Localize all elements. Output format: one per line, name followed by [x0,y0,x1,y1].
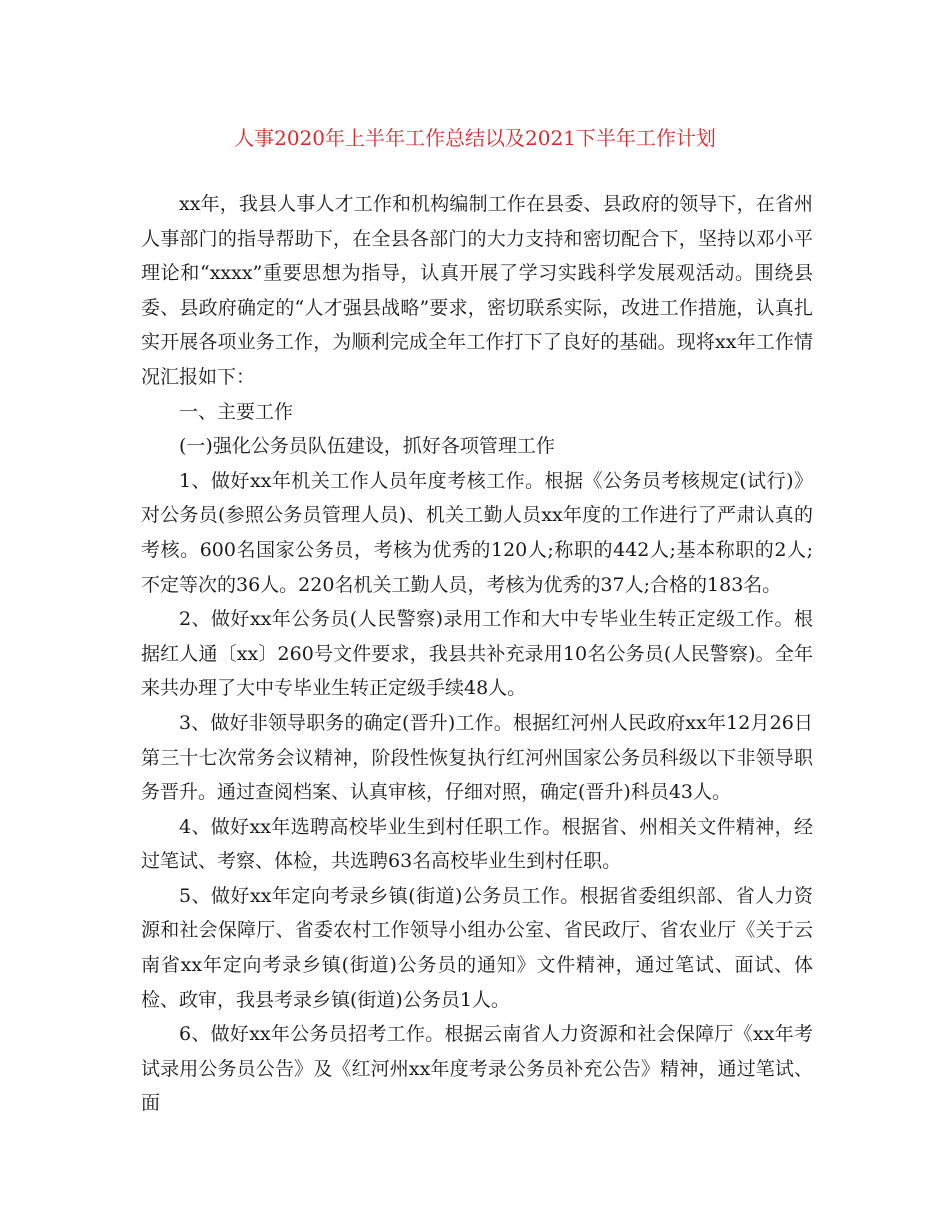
item-paragraph-1: 1、做好xx年机关工作人员年度考核工作。根据《公务员考核规定(试行)》对公务员(参照公务员管理人员)、机关工勤人员xx年度的工作进行了严肃认真的考核。600名国家公务员，考核为优秀的120人;称职的442人;基本称职的2人;不定等次的36人。220名机关工勤人员，考核为优秀的37人;合格的183名。 [141,469,813,596]
item-paragraph-4: 4、做好xx年选聘高校毕业生到村任职工作。根据省、州相关文件精神，经过笔试、考察、体检，共选聘63名高校毕业生到村任职。 [141,815,813,873]
section-heading: 一、主要工作 [179,400,294,423]
intro-paragraph: xx年，我县人事人才工作和机构编制工作在县委、县政府的领导下，在省州人事部门的指导帮助下，在全县各部门的大力支持和密切配合下，坚持以邓小平理论和“xxxx”重要思想为指导，认真开展了学习实践科学发展观活动。围绕县委、县政府确定的“人才强县战略”要求，密切联系实际，改进工作措施，认真扎实开展各项业务工作，为顺利完成全年工作打下了良好的基础。现将xx年工作情况汇报如下： [141,193,813,388]
item-paragraph-6: 6、做好xx年公务员招考工作。根据云南省人力资源和社会保障厅《xx年考试录用公务员公告》及《红河州xx年度考录公务员补充公告》精神，通过笔试、面 [141,1023,813,1115]
document-body [141,187,813,1121]
document-title: 人事2020年上半年工作总结以及2021下半年工作计划 [234,126,716,150]
item-paragraph-2: 2、做好xx年公务员(人民警察)录用工作和大中专毕业生转正定级工作。根据红人通〔xx〕260号文件要求，我县共补充录用10名公务员(人民警察)。全年来共办理了大中专毕业生转正定级手续48人。 [141,608,813,700]
item-paragraph-3: 3、做好非领导职务的确定(晋升)工作。根据红河州人民政府xx年12月26日第三十七次常务会议精神，阶段性恢复执行红河州国家公务员科级以下非领导职务晋升。通过查阅档案、认真审核，仔细对照，确定(晋升)科员43人。 [141,711,813,804]
subsection-heading: (一)强化公务员队伍建设，抓好各项管理工作 [179,435,555,458]
item-paragraph-5: 5、做好xx年定向考录乡镇(街道)公务员工作。根据省委组织部、省人力资源和社会保障厅、省委农村工作领导小组办公室、省民政厅、省农业厅《关于云南省xx年定向考录乡镇(街道)公务员的通知》文件精神，通过笔试、面试、体检、政审，我县考录乡镇(街道)公务员1人。 [141,884,813,1011]
